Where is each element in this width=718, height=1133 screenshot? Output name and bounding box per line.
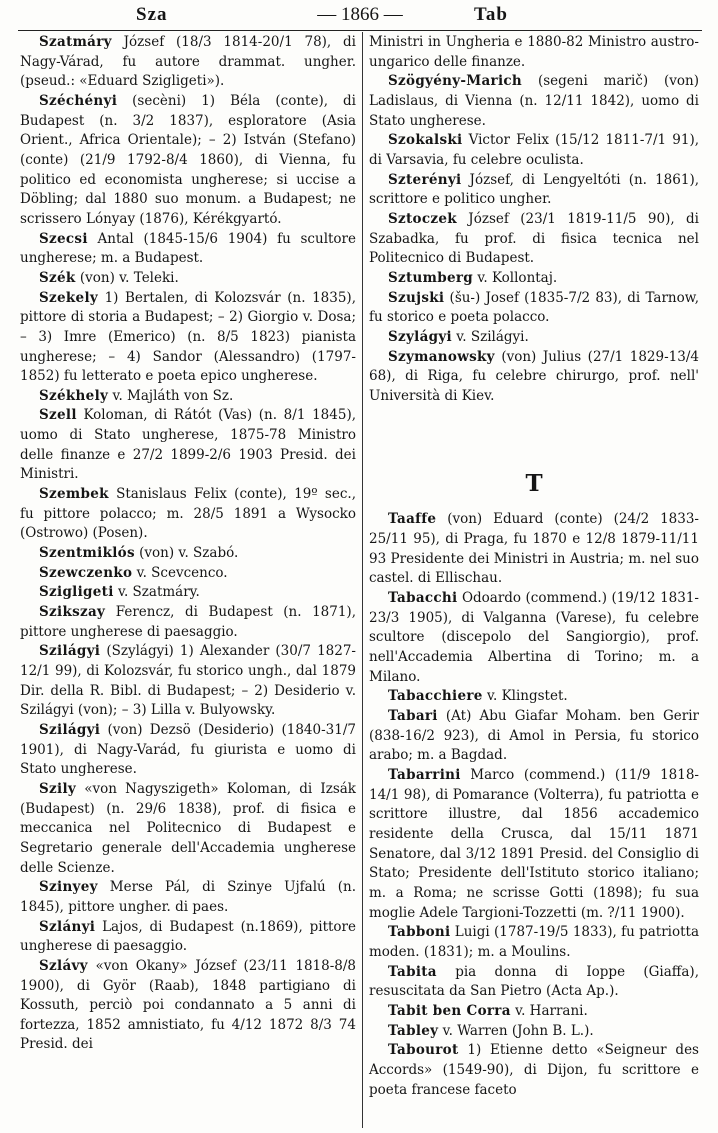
section-gap xyxy=(369,406,699,464)
entry-headword: Székhely xyxy=(39,387,109,404)
right-column xyxy=(369,33,699,1100)
entry-headword: Szilágyi xyxy=(39,643,101,660)
dictionary-entry xyxy=(369,289,699,328)
header-left-guideword: Sza xyxy=(136,4,168,25)
entry-headword: Szögyény-Marich xyxy=(388,73,523,90)
entry-headword: Szék xyxy=(39,269,76,286)
dictionary-entry xyxy=(369,766,699,923)
entry-headword: Szekely xyxy=(39,289,99,306)
dictionary-entry xyxy=(20,485,356,544)
entry-text: v. Scevcenco. xyxy=(136,564,228,581)
entry-text: (Szylágyi) 1) Alexander (30/7 1827-12/1 99), di Kolozsvár, fu storico ungh., dal 1879 Dir. della R. Bibl. di Budapest; – 2) Desiderio v. Szilágyi (von); – 3) Lilla v. Bulyowsky. xyxy=(20,643,356,719)
dictionary-entry xyxy=(20,583,356,603)
entry-text: v. Szilágyi. xyxy=(456,328,529,345)
dictionary-entry xyxy=(369,687,699,707)
entry-headword: Szilágyi xyxy=(39,721,101,738)
dictionary-entry xyxy=(369,171,699,210)
entry-text: József (18/3 1814-20/1 78), di Nagy-Várad, fu autore drammat. ungher. (pseud.: «Eduard Szigligeti»). xyxy=(20,34,356,90)
entry-headword: Szlávy xyxy=(39,957,88,974)
entry-text: Merse Pál, di Szinye Ujfalú (n. 1845), pittore ungher. di paes. xyxy=(20,879,356,915)
header-rule xyxy=(18,30,702,31)
dictionary-entry xyxy=(20,603,356,642)
entry-text: Antal (1845-15/6 1904) fu scultore ungherese; m. a Budapest. xyxy=(20,230,357,267)
dictionary-entry xyxy=(20,544,356,564)
entry-headword: Tabacchiere xyxy=(388,688,483,705)
entry-headword: Szokalski xyxy=(388,132,463,149)
entry-headword: Szigligeti xyxy=(39,584,114,601)
dictionary-entry xyxy=(369,348,699,407)
entry-headword: Tabacchi xyxy=(388,590,458,607)
entry-headword: Szembek xyxy=(39,486,109,503)
dictionary-entry xyxy=(369,269,699,289)
dictionary-entry xyxy=(20,957,356,1055)
entry-text: v. Szatmáry. xyxy=(117,584,200,601)
dictionary-entry xyxy=(20,269,356,289)
header-right-guideword: Tab xyxy=(474,4,508,25)
dictionary-entry xyxy=(369,923,699,962)
entry-headword: Szylágyi xyxy=(388,328,452,345)
entry-headword: Sztoczek xyxy=(388,210,457,227)
entry-text: (von) Dezsö (Desiderio) (1840-31/7 1901), di Nagy-Varád, fu giurista e uomo di Stato ungherese. xyxy=(20,721,356,778)
entry-headword: Szily xyxy=(39,780,77,797)
entry-text: (šu-) Josef (1835-7/2 83), di Tarnow, fu storico e poeta polacco. xyxy=(369,289,699,326)
dictionary-entry xyxy=(20,780,356,878)
entry-text: Victor Felix (15/12 1811-7/1 91), di Varsavia, fu celebre oculista. xyxy=(369,132,699,168)
entry-text: pia donna di Ioppe (Giaffa), resuscitata da San Pietro (Acta Ap.). xyxy=(369,963,699,1000)
dictionary-entry xyxy=(369,210,699,269)
dictionary-entry xyxy=(369,131,699,170)
entry-text: (segeni marič) (von) Ladislaus, di Vienna (n. 12/11 1842), uomo di Stato ungherese. xyxy=(369,73,699,129)
entry-headword: Szujski xyxy=(388,289,445,306)
dictionary-entry xyxy=(20,918,356,957)
entry-headword: Szentmiklós xyxy=(39,545,135,562)
page-number: — 1866 — xyxy=(317,4,403,25)
entry-text: «von Nagyszigeth» Koloman, di Izsák (Budapest) (n. 29/6 1838), prof. di fisica e meccanica nel Politecnico di Budapest e Segretario generale dell'Accademia ungherese delle Scienze. xyxy=(20,780,356,876)
entry-text: 1) Etienne detto «Seigneur des Accords» (1549-90), di Dijon, fu scrittore e poeta francese faceto xyxy=(369,1042,699,1098)
entry-text: (At) Abu Giafar Moham. ben Gerir (838-16/2 923), di Amol in Persia, fu storico arabo; m. a Bagdad. xyxy=(369,708,699,764)
page-header xyxy=(22,4,698,28)
dictionary-entry xyxy=(369,328,699,348)
dictionary-entry xyxy=(20,387,356,407)
dictionary-entry xyxy=(369,1022,699,1042)
right-column-s-entries xyxy=(369,33,699,406)
entry-text: v. Kollontaj. xyxy=(477,269,558,286)
dictionary-entry xyxy=(369,1002,699,1022)
entry-headword: Szymanowsky xyxy=(388,348,495,365)
entry-headword: Szecsi xyxy=(39,230,88,247)
entry-text: (von) v. Teleki. xyxy=(79,269,179,286)
entry-headword: Szikszay xyxy=(39,604,106,621)
dictionary-entry xyxy=(369,963,699,1002)
dictionary-entry xyxy=(369,1041,699,1100)
entry-headword: Tabley xyxy=(388,1022,439,1039)
entry-headword: Szterényi xyxy=(388,171,462,188)
entry-text: Odoardo (commend.) (19/12 1831-23/3 1905), di Valganna (Varese), fu celebre scultore (discepolo del Sangiorgio), prof. nell'Accademia Albertina di Torino; m. a Milano. xyxy=(369,590,699,685)
dictionary-entry xyxy=(20,406,356,485)
entry-text: Stanislaus Felix (conte), 19º sec., fu pittore polacco; m. 28/5 1891 a Wysocko (Ostrowo) (Posen). xyxy=(20,486,356,542)
entry-text: Ferencz, di Budapest (n. 1871), pittore ungherese di paesaggio. xyxy=(20,604,356,640)
dictionary-entry xyxy=(20,721,356,780)
entry-text: József, di Lengyeltóti (n. 1861), scrittore e politico ungher. xyxy=(369,171,699,208)
dictionary-entry xyxy=(20,642,356,721)
dictionary-entry xyxy=(369,510,699,589)
column-divider xyxy=(362,32,363,1128)
entry-headword: Szlányi xyxy=(39,918,96,935)
entry-text: v. Warren (John B. L.). xyxy=(442,1022,594,1039)
entry-headword: Tabourot xyxy=(388,1042,459,1059)
entry-headword: Sztumberg xyxy=(388,269,474,286)
entry-headword: Szinyey xyxy=(39,879,98,896)
dictionary-entry xyxy=(369,33,699,72)
dictionary-entry xyxy=(20,92,356,230)
left-column xyxy=(20,33,356,1055)
entry-headword: Szewczenko xyxy=(39,564,133,581)
dictionary-entry xyxy=(369,72,699,131)
entry-text: v. Harrani. xyxy=(515,1002,588,1019)
entry-headword: Tabita xyxy=(388,963,437,980)
entry-text: (secèni) 1) Béla (conte), di Budapest (n. 3/2 1837), esploratore (Asia Orient., Africa Orientale); – 2) István (Stefano) (conte) (21/9 1792-8/4 1860), di Vienna, fu politico ed economista ungherese; si uccise a Döbling; dal 1880 suo monum. a Budapest; ne scrissero Lónyay (1876), Kérékgyartó. xyxy=(20,92,356,227)
entry-text: Ministri in Ungheria e 1880-82 Ministro austro-ungarico delle finanze. xyxy=(369,34,699,70)
entry-text: v. Majláth von Sz. xyxy=(112,387,234,404)
entry-text: József (23/1 1819-11/5 90), di Szabadka, fu prof. di fisica tecnica nel Politecnico di Budapest. xyxy=(369,210,699,267)
dictionary-entry xyxy=(20,289,356,387)
dictionary-entry xyxy=(369,589,699,687)
entry-headword: Szell xyxy=(39,407,77,424)
dictionary-entry xyxy=(20,564,356,584)
entry-text: (von) Julius (27/1 1829-13/4 68), di Riga, fu celebre chirurgo, prof. nell' Università di Kiev. xyxy=(369,348,699,404)
entry-text: Koloman, di Rátót (Vas) (n. 8/1 1845), uomo di Stato ungherese, 1875-78 Ministro delle finanze e 27/2 1899-2/6 1903 Presid. dei Ministri. xyxy=(20,407,356,483)
entry-headword: Tabari xyxy=(388,708,438,725)
entry-headword: Szatmáry xyxy=(39,34,112,50)
entry-headword: Tabit ben Corra xyxy=(388,1002,511,1019)
section-letter: T xyxy=(525,470,543,498)
entry-text: Luigi (1787-19/5 1833), fu patriotta moden. (1831); m. a Moulins. xyxy=(369,924,699,960)
dictionary-entry xyxy=(20,230,356,269)
dictionary-entry xyxy=(20,33,356,92)
entry-text: (von) Eduard (conte) (24/2 1833-25/11 95), di Praga, fu 1870 e 12/8 1879-11/11 93 Presidente dei Ministri in Austria; m. nel suo castel. di Ellischau. xyxy=(369,511,699,587)
right-column-t-entries xyxy=(369,510,699,1100)
dictionary-entry xyxy=(369,707,699,766)
entry-text: «von Okany» József (23/11 1818-8/8 1900), di Györ (Raab), 1848 partigiano di Kossuth, perciò poi condannato a 5 anni di fortezza, 1852 amnistiato, fu 4/12 1872 8/3 74 Presid. dei xyxy=(20,957,356,1053)
entry-headword: Taaffe xyxy=(388,511,437,528)
entry-text: Lajos, di Budapest (n.1869), pittore ungherese di paesaggio. xyxy=(20,918,357,955)
entry-headword: Széchényi xyxy=(39,92,118,109)
entry-text: v. Klingstet. xyxy=(486,688,568,705)
entry-text: (von) v. Szabó. xyxy=(139,545,239,562)
entry-text: Marco (commend.) (11/9 1818-14/1 98), di Pomarance (Volterra), fu patriotta e scrittore illustre, dal 1856 accademico residente della Crusca, dal 15/11 1871 Senatore, dal 3/12 1891 Presid. del Consiglio di Stato; Presidente dell'Istituto storico italiano; m. a Roma; ne scrisse Gotti (1898); fu sua moglie Adele Targioni-Tozzetti (m. ?/11 1900). xyxy=(369,767,699,921)
entry-headword: Tabboni xyxy=(388,924,451,941)
entry-headword: Tabarrini xyxy=(388,767,461,783)
dictionary-entry xyxy=(20,878,356,917)
entry-text: 1) Bertalen, di Kolozsvár (n. 1835), pittore di storia a Budapest; – 2) Giorgio v. Dosa; – 3) Imre (Emerico) (n. 8/5 1823) pianista ungherese; – 4) Sandor (Alessandro) (1797-1852) fu letterato e poeta epico ungherese. xyxy=(20,289,356,385)
